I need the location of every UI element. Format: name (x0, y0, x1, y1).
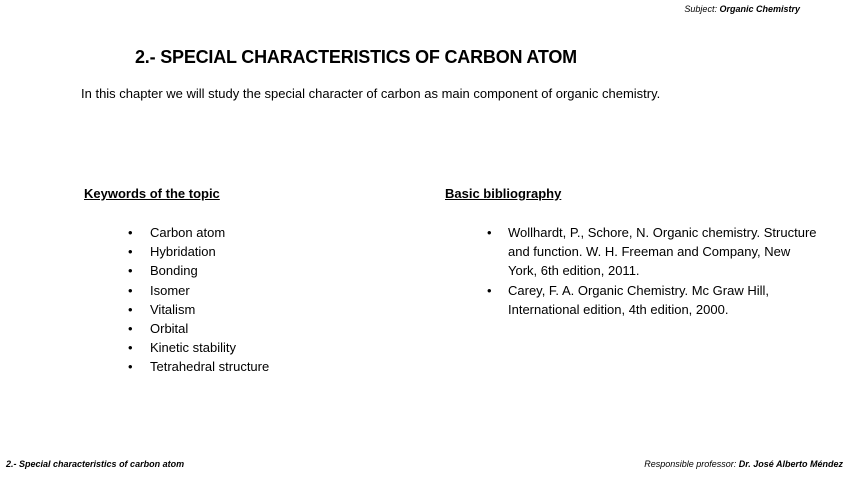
bullet-icon: • (487, 225, 492, 240)
bibliography-list (487, 223, 817, 319)
keyword-item (128, 223, 269, 242)
bullet-icon: • (128, 301, 133, 317)
keyword-item (128, 242, 269, 261)
page-title: 2.- SPECIAL CHARACTERISTICS OF CARBON ATOM (135, 47, 577, 67)
professor-name: Dr. José Alberto Méndez (738, 459, 843, 469)
keywords-heading: Keywords of the topic (84, 186, 220, 201)
intro-text: In this chapter we will study the special character of carbon as main component of organic chemistry. (81, 86, 661, 101)
footer-professor (644, 459, 843, 469)
bibliography-item (487, 281, 817, 319)
keyword-item (128, 319, 269, 338)
subject-value: Organic Chemistry (719, 4, 800, 14)
bullet-icon: • (487, 282, 492, 298)
keyword-label: Kinetic stability (150, 340, 236, 356)
keyword-label: Bonding (150, 263, 198, 279)
bullet-icon: • (128, 359, 133, 375)
bullet-icon: • (128, 340, 133, 356)
footer-chapter: 2.- Special characteristics of carbon atom (6, 459, 185, 469)
keyword-label: Hybridation (150, 244, 216, 260)
bullet-icon: • (128, 244, 133, 260)
bibliography-heading: Basic bibliography (445, 186, 562, 201)
keyword-item (128, 281, 269, 300)
bullet-icon: • (128, 282, 133, 298)
keyword-label: Carbon atom (150, 225, 226, 240)
keyword-item (128, 338, 269, 357)
bibliography-text: Wollhardt, P., Schore, N. Organic chemistry. Structure and function. W. H. Freeman and Company, New York, 6th edition, 2011. (508, 225, 817, 279)
professor-label: Responsible professor: (644, 459, 737, 469)
keyword-item (128, 357, 269, 376)
bibliography-item (487, 223, 817, 281)
keyword-item (128, 261, 269, 280)
keyword-item (128, 300, 269, 319)
bibliography-text: Carey, F. A. Organic Chemistry. Mc Graw Hill, International edition, 4th edition, 2000. (508, 282, 770, 317)
bullet-icon: • (128, 225, 133, 240)
keywords-list (128, 223, 269, 377)
bullet-icon: • (128, 263, 133, 279)
bullet-icon: • (128, 320, 133, 336)
keyword-label: Isomer (150, 282, 190, 298)
keyword-label: Orbital (150, 320, 189, 336)
subject-header (684, 4, 800, 14)
keyword-label: Tetrahedral structure (150, 359, 270, 375)
keyword-label: Vitalism (150, 301, 196, 317)
subject-label: Subject: (684, 4, 717, 14)
